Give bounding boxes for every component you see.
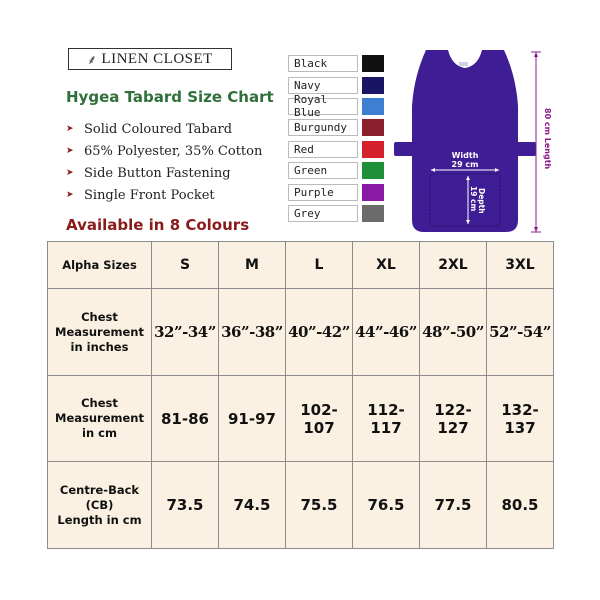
table-cell: 112-117 — [353, 376, 420, 462]
colour-swatch — [362, 98, 384, 115]
size-header: M — [219, 242, 286, 289]
table-cell: 80.5 — [487, 462, 554, 549]
arrow-bullet-icon: ➤ — [66, 190, 74, 200]
size-header: 2XL — [420, 242, 487, 289]
table-cell: 48”-50” — [420, 289, 487, 376]
colour-swatch — [362, 77, 384, 94]
chart-title: Hygea Tabard Size Chart — [66, 88, 274, 106]
width-value: 29 cm — [451, 160, 479, 169]
colour-swatch — [362, 141, 384, 158]
row-label: Centre-Back (CB) Length in cm — [48, 462, 152, 549]
colour-name: Green — [288, 162, 358, 179]
table-cell: 91-97 — [219, 376, 286, 462]
brand-logo — [68, 48, 232, 70]
colour-name: Black — [288, 55, 358, 72]
colour-swatch-row — [288, 139, 384, 160]
table-cell: 76.5 — [353, 462, 420, 549]
length-label: 80 cm Length — [543, 108, 552, 170]
colour-swatch — [362, 205, 384, 222]
table-cell: 77.5 — [420, 462, 487, 549]
colour-swatch-list — [288, 53, 384, 224]
table-cell: 122-127 — [420, 376, 487, 462]
colour-swatch-row — [288, 117, 384, 138]
arrow-bullet-icon: ➤ — [66, 124, 74, 134]
size-header: S — [152, 242, 219, 289]
table-cell: 32”-34” — [152, 289, 219, 376]
table-cell: 75.5 — [286, 462, 353, 549]
arrow-bullet-icon: ➤ — [66, 146, 74, 156]
row-label: Chest Measurement in inches — [48, 289, 152, 376]
tabard-svg — [390, 46, 565, 236]
colour-name: Red — [288, 141, 358, 158]
table-cell: 44”-46” — [353, 289, 420, 376]
table-cell: 132-137 — [487, 376, 554, 462]
table-cell: 74.5 — [219, 462, 286, 549]
table-row — [48, 289, 554, 376]
table-cell: 40”-42” — [286, 289, 353, 376]
colour-swatch — [362, 184, 384, 201]
alpha-sizes-header: Alpha Sizes — [48, 242, 152, 289]
row-label: Chest Measurement in cm — [48, 376, 152, 462]
colour-name: Navy — [288, 77, 358, 94]
colour-swatch — [362, 55, 384, 72]
colour-swatch — [362, 162, 384, 179]
tabard-body — [412, 50, 518, 232]
colour-swatch-row — [288, 53, 384, 74]
brand-name: LINEN CLOSET — [101, 50, 213, 67]
feature-item: ➤ 65% Polyester, 35% Cotton — [66, 143, 263, 159]
table-row — [48, 376, 554, 462]
colour-swatch-row — [288, 181, 384, 202]
table-cell: 52”-54” — [487, 289, 554, 376]
size-header: 3XL — [487, 242, 554, 289]
depth-value: 19 cm — [469, 186, 478, 212]
table-cell: 36”-38” — [219, 289, 286, 376]
feature-item: ➤ Single Front Pocket — [66, 187, 215, 203]
arrow-bullet-icon: ➤ — [66, 168, 74, 178]
tabard-illustration — [390, 46, 565, 236]
leaf-icon: ⸙ — [87, 52, 98, 67]
table-cell: 73.5 — [152, 462, 219, 549]
feature-item: ➤ Side Button Fastening — [66, 165, 231, 181]
table-cell: 102-107 — [286, 376, 353, 462]
colour-name: Grey — [288, 205, 358, 222]
table-header-row — [48, 242, 554, 289]
colour-name: Purple — [288, 184, 358, 201]
size-chart-table — [47, 241, 554, 549]
availability-heading: Available in 8 Colours — [66, 216, 250, 234]
neck-label — [459, 62, 468, 66]
table-cell: 81-86 — [152, 376, 219, 462]
colour-swatch — [362, 119, 384, 136]
size-header: XL — [353, 242, 420, 289]
table-row — [48, 462, 554, 549]
width-label: Width — [451, 151, 479, 160]
colour-swatch-row — [288, 160, 384, 181]
feature-item: ➤ Solid Coloured Tabard — [66, 121, 233, 137]
colour-swatch-row — [288, 203, 384, 224]
colour-name: Burgundy — [288, 119, 358, 136]
depth-label: Depth — [477, 188, 486, 214]
feature-list — [66, 118, 262, 206]
colour-name: Royal Blue — [288, 98, 358, 115]
size-header: L — [286, 242, 353, 289]
colour-swatch-row — [288, 93, 384, 120]
